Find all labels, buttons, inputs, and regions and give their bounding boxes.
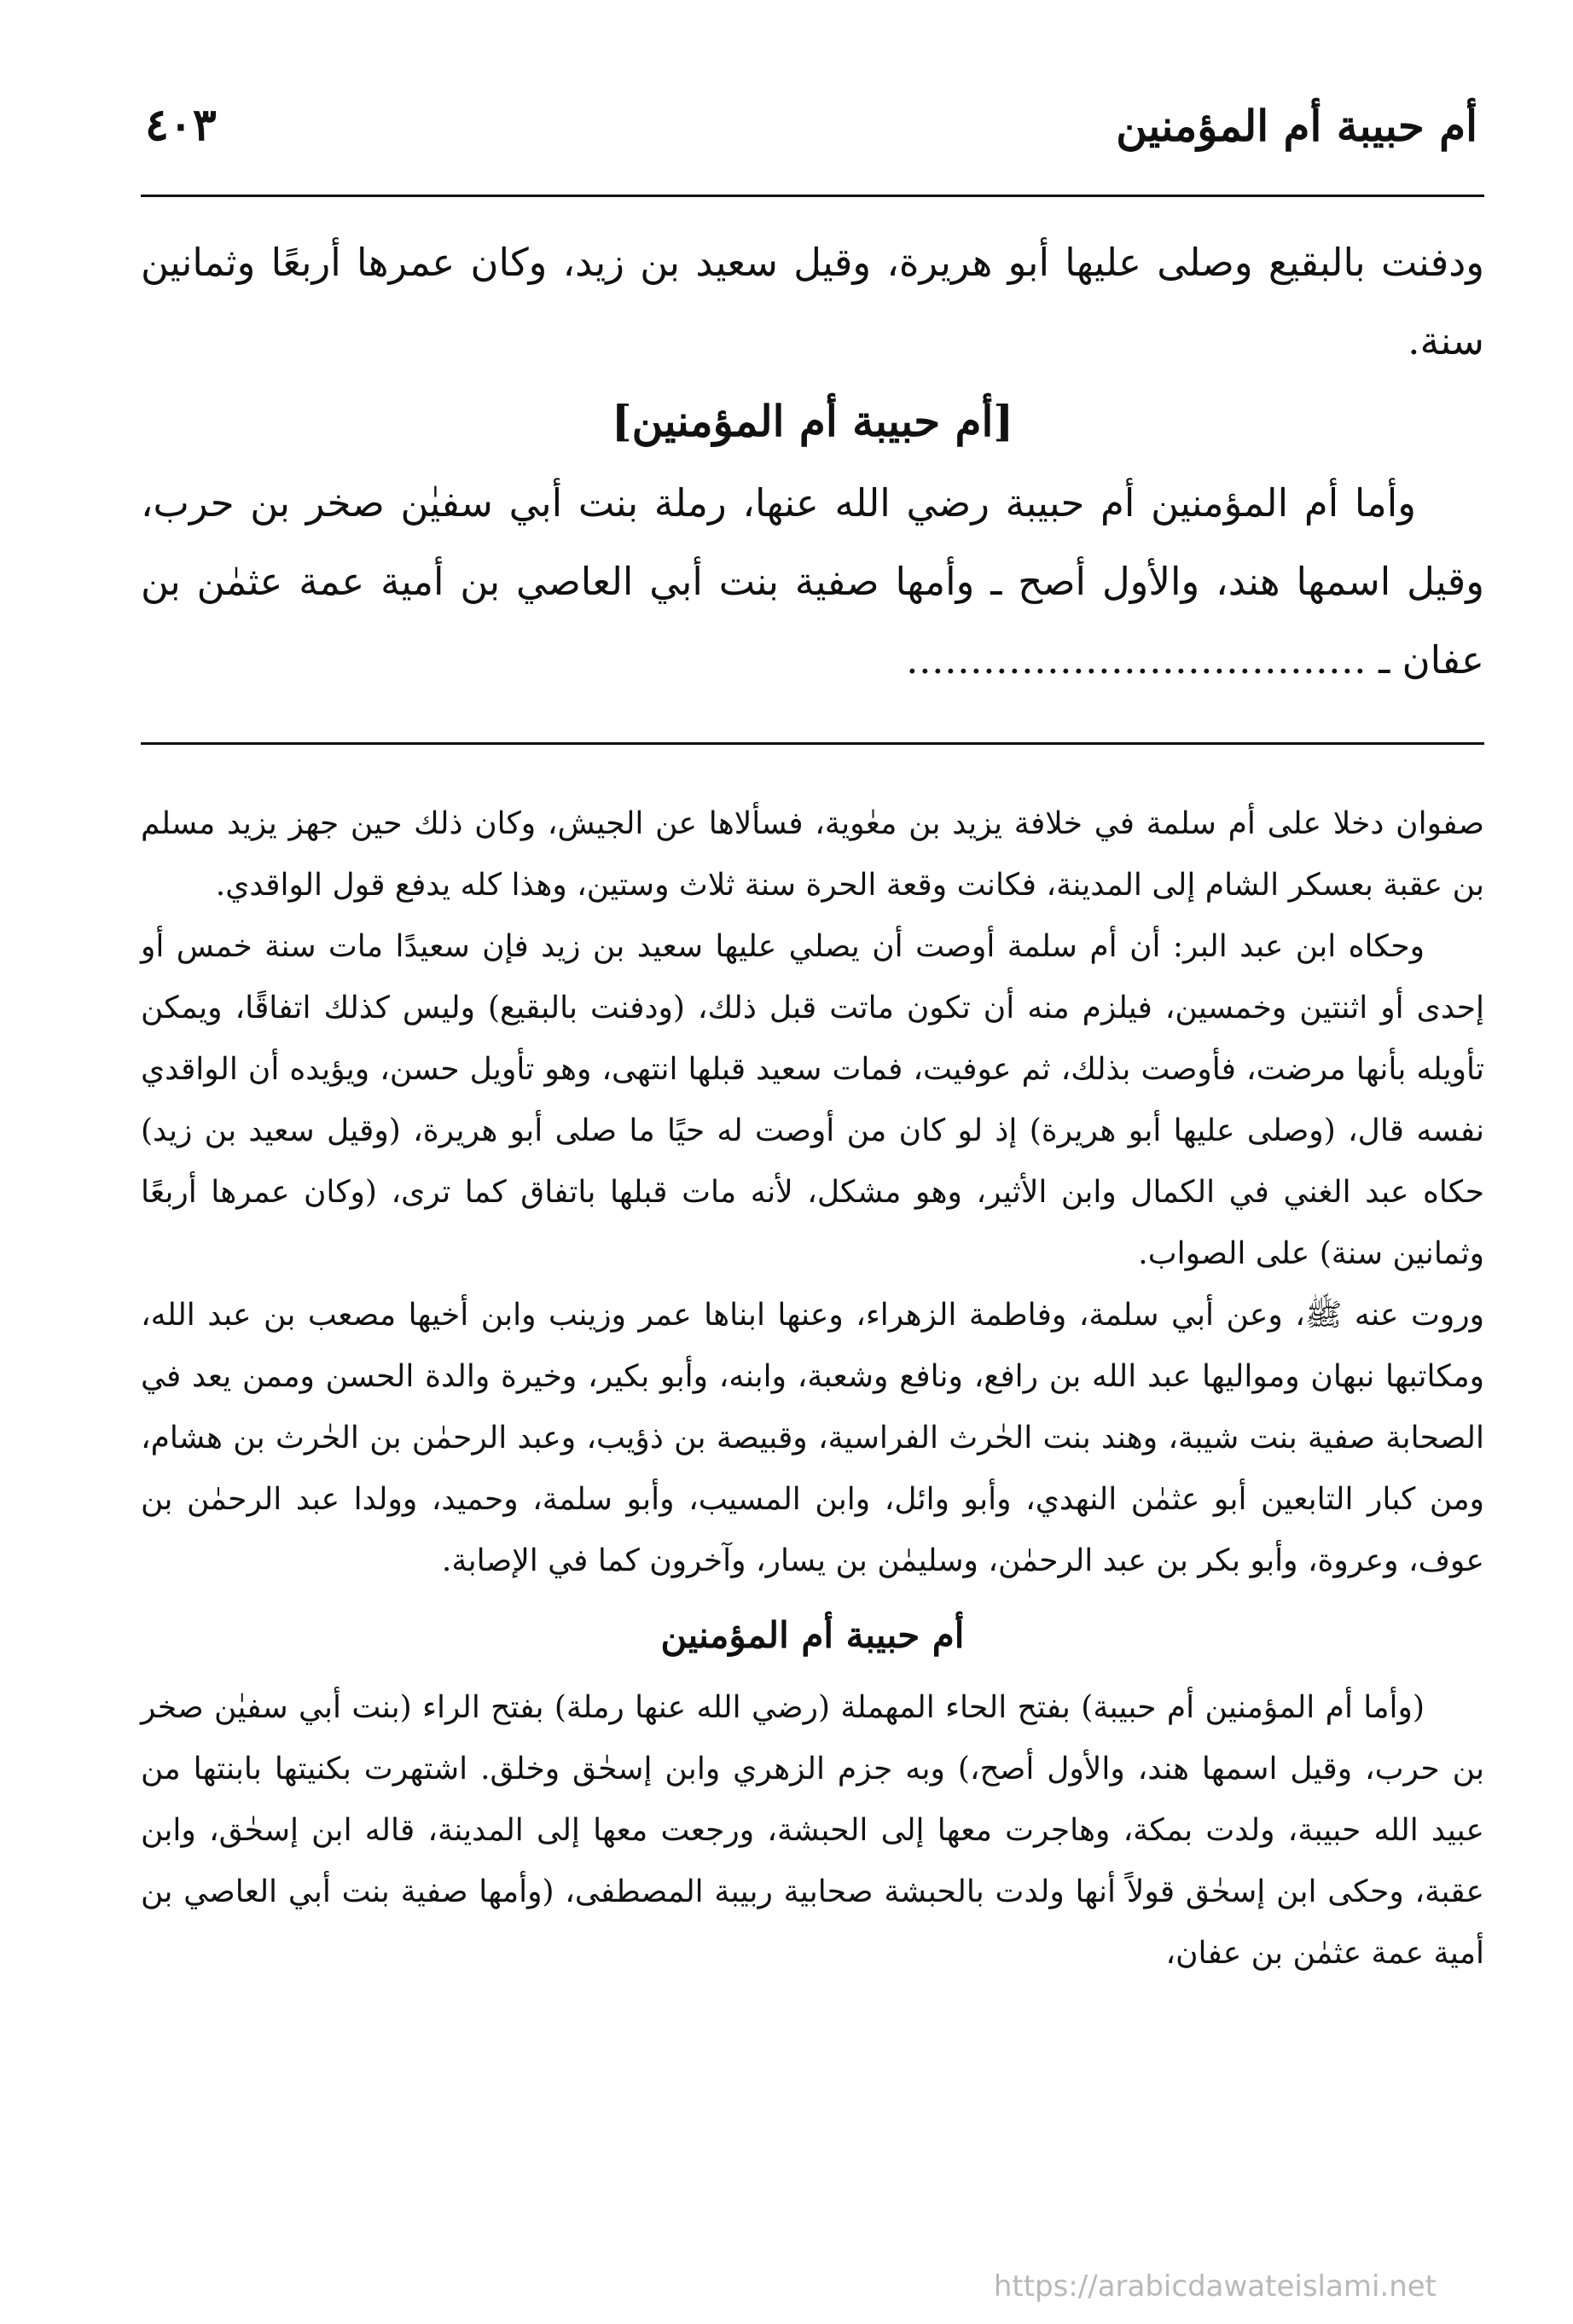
- section-heading: [أم حبيبة أم المؤمنين]: [611, 396, 1014, 446]
- main-paragraph: [141, 464, 1484, 700]
- running-header-title: أم حبيبة أم المؤمنين: [1116, 101, 1477, 151]
- leader-dots: ………………………………: [905, 637, 1367, 683]
- commentary-paragraph: (وأما أم المؤمنين أم حبيبة) بفتح الحاء المهملة (رضي الله عنها رملة) بفتح الراء (بنت أبي سفيٰن صخر بن حرب، وقيل اسمها هند، والأول أصح،) وبه جزم الزهري وابن إسحٰق وخلق. اشتهرت بكنيتها بابنتها من عبيد الله حبيبة، ولدت بمكة، وهاجرت معها إلى الحبشة، ورجعت معها إلى المدينة، قاله ابن إسحٰق، وابن عقبة، وحكى ابن إسحٰق قولاً أنها ولدت بالحبشة صحابية ربيبة المصطفى، (وأمها صفية بنت أبي العاصي بن أمية عمة عثمٰن بن عفان،: [141, 1690, 1484, 1971]
- page-number: ٤٠٣: [145, 99, 217, 151]
- commentary-paragraph: وحكاه ابن عبد البر: أن أم سلمة أوصت أن يصلي عليها سعيد بن زيد فإن سعيدًا مات سنة خمس أو إحدى أو اثنتين وخمسين، فيلزم منه أن تكون ماتت قبل ذلك، (ودفنت بالبقيع) وليس كذلك اتفاقًا، ويمكن تأويله بأنها مرضت، فأوصت بذلك، ثم عوفيت، فمات سعيد قبلها انتهى، وهو تأويل حسن، ويؤيده أن الواقدي نفسه قال، (وصلى عليها أبو هريرة) إذ لو كان من أوصت له حيًا ما صلى أبو هريرة، (وقيل سعيد بن زيد) حكاه عبد الغني في الكمال وابن الأثير، وهو مشكل، لأنه مات قبلها باتفاق كما ترى، (وكان عمرها أربعًا وثمانين سنة) على الصواب.: [141, 929, 1484, 1271]
- commentary-paragraph: صفوان دخلا على أم سلمة في خلافة يزيد بن معٰوية، فسألاها عن الجيش، وكان ذلك حين جهز يزيد مسلم بن عقبة بعسكر الشام إلى المدينة، فكانت وقعة الحرة سنة ثلاث وستين، وهذا كله يدفع قول الواقدي.: [141, 806, 1484, 903]
- main-paragraph: ودفنت بالبقيع وصلى عليها أبو هريرة، وقيل سعيد بن زيد، وكان عمرها أربعًا وثمانين سنة.: [141, 240, 1484, 363]
- header-rule: [141, 195, 1484, 197]
- commentary-paragraph: وروت عنه ﷺ، وعن أبي سلمة، وفاطمة الزهراء، وعنها ابناها عمر وزينب وابن أخيها مصعب بن عبد الله، ومكاتبها نبهان ومواليها عبد الله بن رافع، ونافع وشعبة، وابنه، وأبو بكير، وخيرة والدة الحسن وممن يعد في الصحابة صفية بنت شيبة، وهند بنت الحٰرث الفراسية، وقبيصة بن ذؤيب، وعبد الرحمٰن بن الحٰرث بن هشام، ومن كبار التابعين أبو عثمٰن النهدي، وأبو وائل، وابن المسيب، وأبو سلمة، وحميد، وولدا عبد الرحمٰن بن عوف، وعروة، وأبو بكر بن عبد الرحمٰن، وسليمٰن بن يسار، وآخرون كما في الإصابة.: [141, 1298, 1484, 1578]
- main-paragraph-text: وأما أم المؤمنين أم حبيبة رضي الله عنها، رملة بنت أبي سفيٰن صخر بن حرب، وقيل اسمها هند، والأول أصح ـ وأمها صفية بنت أبي العاصي بن أمية عمة عثمٰن بن عفان ـ: [141, 480, 1484, 683]
- main-text: [141, 224, 1484, 700]
- commentary: [141, 793, 1484, 1984]
- watermark-url: https://arabicdawateislami.net: [993, 2269, 1437, 2304]
- commentary-separator-rule: [141, 742, 1484, 745]
- commentary-heading: أم حبيبة أم المؤمنين: [660, 1614, 965, 1656]
